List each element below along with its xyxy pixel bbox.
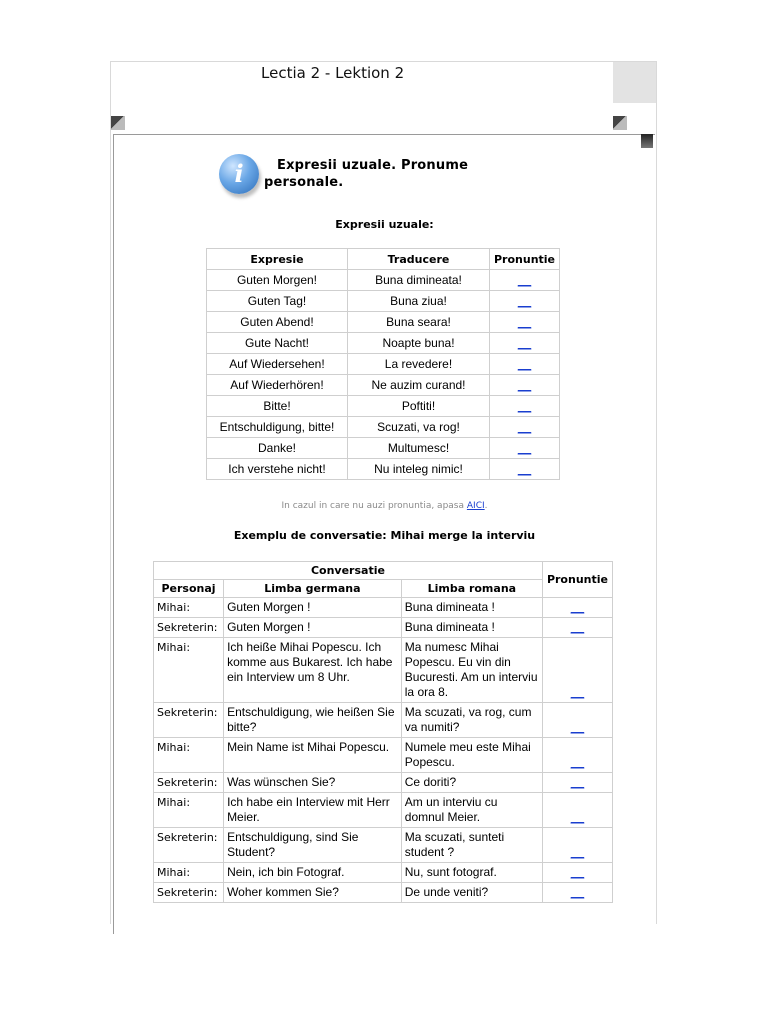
table-row <box>154 598 613 618</box>
table-row <box>207 438 560 459</box>
header-side-block <box>613 62 656 103</box>
col-header-limba-germana: Limba germana <box>224 580 402 598</box>
traducere-cell: Buna dimineata! <box>348 270 490 291</box>
pronunciation-link[interactable]: __ <box>570 775 585 789</box>
pronuntie-cell <box>490 459 560 480</box>
germana-cell: Guten Morgen ! <box>224 618 402 638</box>
traducere-cell: Buna seara! <box>348 312 490 333</box>
pronunciation-link[interactable]: __ <box>517 441 532 455</box>
germana-cell: Was wünschen Sie? <box>224 773 402 793</box>
romana-cell: Ma scuzati, sunteti student ? <box>401 828 542 863</box>
romana-cell: Ma scuzati, va rog, cum va numiti? <box>401 703 542 738</box>
pronunciation-link[interactable]: __ <box>570 685 585 699</box>
pronunciation-link[interactable]: __ <box>517 336 532 350</box>
pronuntie-cell <box>490 375 560 396</box>
table-row <box>207 354 560 375</box>
table-row <box>207 396 560 417</box>
germana-cell: Entschuldigung, wie heißen Sie bitte? <box>224 703 402 738</box>
expresie-cell: Guten Tag! <box>207 291 348 312</box>
traducere-cell: Noapte buna! <box>348 333 490 354</box>
pronuntie-cell <box>490 291 560 312</box>
pronuntie-cell <box>542 703 612 738</box>
pronunciation-link[interactable]: __ <box>570 755 585 769</box>
pronuntie-cell <box>542 883 612 903</box>
col-header-pronuntie: Pronuntie <box>542 562 612 598</box>
table-row <box>154 828 613 863</box>
germana-cell: Guten Morgen ! <box>224 598 402 618</box>
table-row <box>207 312 560 333</box>
table-row <box>207 459 560 480</box>
pronuntie-cell <box>542 738 612 773</box>
personaj-cell: Mihai: <box>154 863 224 883</box>
expressions-table <box>206 248 560 480</box>
pronuntie-cell <box>542 793 612 828</box>
romana-cell: De unde veniti? <box>401 883 542 903</box>
personaj-cell: Sekreterin: <box>154 828 224 863</box>
traducere-cell: Nu inteleg nimic! <box>348 459 490 480</box>
traducere-cell: Poftiti! <box>348 396 490 417</box>
pronuntie-cell <box>542 828 612 863</box>
col-header-pronuntie: Pronuntie <box>490 249 560 270</box>
romana-cell: Ma numesc Mihai Popescu. Eu vin din Bucuresti. Am un interviu la ora 8. <box>401 638 542 703</box>
romana-cell: Buna dimineata ! <box>401 598 542 618</box>
table-row <box>154 618 613 638</box>
romana-cell: Am un interviu cu domnul Meier. <box>401 793 542 828</box>
pronuntie-cell <box>490 417 560 438</box>
frame-corner-right <box>613 116 627 130</box>
conversation-group-header: Conversatie <box>154 562 543 580</box>
personaj-cell: Mihai: <box>154 638 224 703</box>
page <box>110 61 657 924</box>
germana-cell: Entschuldigung, sind Sie Student? <box>224 828 402 863</box>
pronuntie-cell <box>490 396 560 417</box>
personaj-cell: Sekreterin: <box>154 883 224 903</box>
expresie-cell: Auf Wiederhören! <box>207 375 348 396</box>
traducere-cell: La revedere! <box>348 354 490 375</box>
pronunciation-link[interactable]: __ <box>570 620 585 634</box>
table-row <box>154 773 613 793</box>
pronuntie-cell <box>490 312 560 333</box>
personaj-cell: Mihai: <box>154 793 224 828</box>
traducere-cell: Ne auzim curand! <box>348 375 490 396</box>
pronunciation-link[interactable]: __ <box>517 357 532 371</box>
traducere-cell: Scuzati, va rog! <box>348 417 490 438</box>
pronunciation-link[interactable]: __ <box>517 420 532 434</box>
table-row <box>207 333 560 354</box>
pronunciation-link[interactable]: __ <box>517 315 532 329</box>
expresie-cell: Entschuldigung, bitte! <box>207 417 348 438</box>
pronuntie-cell <box>490 333 560 354</box>
romana-cell: Nu, sunt fotograf. <box>401 863 542 883</box>
pronunciation-link[interactable]: __ <box>517 399 532 413</box>
germana-cell: Woher kommen Sie? <box>224 883 402 903</box>
romana-cell: Buna dimineata ! <box>401 618 542 638</box>
expresie-cell: Auf Wiedersehen! <box>207 354 348 375</box>
col-header-personaj: Personaj <box>154 580 224 598</box>
table-row <box>154 863 613 883</box>
pronuntie-cell <box>542 638 612 703</box>
pronuntie-cell <box>542 773 612 793</box>
aici-link[interactable]: AICI <box>466 501 485 511</box>
conversation-table <box>153 561 613 903</box>
table-row <box>207 270 560 291</box>
section-heading: Expresii uzuale. Pronume personale. <box>264 158 469 190</box>
personaj-cell: Sekreterin: <box>154 618 224 638</box>
pronuntie-cell <box>490 270 560 291</box>
germana-cell: Ich habe ein Interview mit Herr Meier. <box>224 793 402 828</box>
germana-cell: Nein, ich bin Fotograf. <box>224 863 402 883</box>
info-icon: i <box>219 154 259 194</box>
traducere-cell: Multumesc! <box>348 438 490 459</box>
expresie-cell: Danke! <box>207 438 348 459</box>
pronuntie-cell <box>542 863 612 883</box>
expresie-cell: Guten Abend! <box>207 312 348 333</box>
table-row <box>154 638 613 703</box>
pronunciation-link[interactable]: __ <box>517 273 532 287</box>
personaj-cell: Mihai: <box>154 598 224 618</box>
expresie-cell: Ich verstehe nicht! <box>207 459 348 480</box>
pronunciation-link[interactable]: __ <box>570 810 585 824</box>
pronunciation-link[interactable]: __ <box>570 600 585 614</box>
germana-cell: Ich heiße Mihai Popescu. Ich komme aus Bukarest. Ich habe ein Interview um 8 Uhr. <box>224 638 402 703</box>
col-header-limba-romana: Limba romana <box>401 580 542 598</box>
pronuntie-cell <box>542 618 612 638</box>
table-row <box>207 375 560 396</box>
personaj-cell: Mihai: <box>154 738 224 773</box>
page-title: Lectia 2 - Lektion 2 <box>261 64 405 82</box>
pronuntie-cell <box>542 598 612 618</box>
personaj-cell: Sekreterin: <box>154 703 224 738</box>
expresie-cell: Bitte! <box>207 396 348 417</box>
table-row <box>207 417 560 438</box>
romana-cell: Ce doriti? <box>401 773 542 793</box>
pronunciation-link[interactable]: __ <box>517 294 532 308</box>
traducere-cell: Buna ziua! <box>348 291 490 312</box>
col-header-traducere: Traducere <box>348 249 490 270</box>
table-row <box>154 703 613 738</box>
pronunciation-link[interactable]: __ <box>517 378 532 392</box>
table-row <box>207 291 560 312</box>
frame-corner-top-right <box>641 134 653 148</box>
frame-corner-left <box>111 116 125 130</box>
conversation-title: Exemplu de conversatie: Mihai merge la interviu <box>233 529 536 542</box>
pronunciation-link[interactable]: __ <box>570 865 585 879</box>
germana-cell: Mein Name ist Mihai Popescu. <box>224 738 402 773</box>
expressions-subheading: Expresii uzuale: <box>335 218 434 231</box>
expresie-cell: Gute Nacht! <box>207 333 348 354</box>
pronunciation-link[interactable]: __ <box>570 845 585 859</box>
pronuntie-cell <box>490 354 560 375</box>
table-row <box>154 883 613 903</box>
expresie-cell: Guten Morgen! <box>207 270 348 291</box>
pronuntie-cell <box>490 438 560 459</box>
pronunciation-link[interactable]: __ <box>570 885 585 899</box>
pronunciation-link[interactable]: __ <box>517 462 532 476</box>
col-header-expresie: Expresie <box>207 249 348 270</box>
table-row <box>154 738 613 773</box>
personaj-cell: Sekreterin: <box>154 773 224 793</box>
pronunciation-note: In cazul in care nu auzi pronuntia, apasa AICI. <box>281 501 488 511</box>
pronunciation-link[interactable]: __ <box>570 720 585 734</box>
table-row <box>154 793 613 828</box>
romana-cell: Numele meu este Mihai Popescu. <box>401 738 542 773</box>
